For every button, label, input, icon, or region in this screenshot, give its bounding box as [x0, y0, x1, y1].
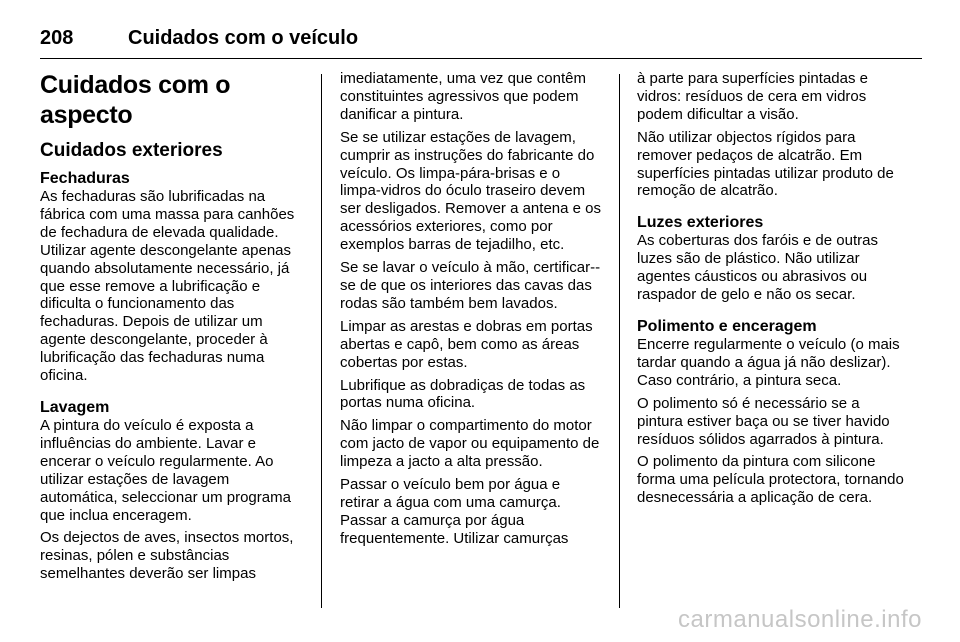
chapter-title: Cuidados com o aspecto [40, 71, 231, 129]
section-title: Cuidados exteriores [40, 140, 223, 161]
polimento-text-2: O polimento só é necessário se a pintura estiver baça ou se tiver havido resíduos sólidos agarrados à pintura. [637, 394, 890, 448]
running-title: Cuidados com o veículo [128, 26, 359, 49]
lavagem-text-1: A pintura do veículo é exposta a influências do ambiente. Lavar e encerar o veículo regularmente. Ao utilizar estações de lavagem automática, seleccionar um programa que inclua enceragem. [40, 416, 291, 524]
col2-paragraph-7: Passar o veículo bem por água e retirar a água com uma camurça. Passar a camurça por água frequentemente. Utilizar camurças [340, 476, 569, 547]
section-lavagem [40, 398, 308, 583]
page-number: 208 [40, 26, 74, 49]
luzes-text: As coberturas dos faróis e de outras luzes são de plástico. Não utilizar agentes cáusticos ou abrasivos ou raspador de gelo e não os secar. [637, 232, 878, 304]
watermark-text: carmanualsonline.info [678, 606, 922, 633]
column-1 [40, 70, 308, 588]
section-polimento [637, 317, 905, 507]
polimento-heading: Polimento e enceragem [637, 317, 817, 335]
lavagem-heading: Lavagem [40, 398, 110, 416]
col2-paragraph-2: Se se utilizar estações de lavagem, cumprir as instruções do fabricante do veículo. Os limpa-pára-brisas e o limpa-vidros do óculo traseiro devem ser desligados. Remover a antena e os acessórios exteriores, como por exemplos barras de tejadilho, etc. [340, 128, 601, 254]
polimento-text-1: Encerre regularmente o veículo (o mais tardar quando a água já não deslizar). Caso contrário, a pintura seca. [637, 335, 900, 389]
fechaduras-text: As fechaduras são lubrificadas na fábrica com uma massa para canhões de fechadura de elevada qualidade. Utilizar agente descongelante apenas quando absolutamente necessário, já que esse remove a lubrificação e dificulta o funcionamento das fechaduras. Depois de utilizar um agente descongelante, proceder à lubrificação das fechaduras numa oficina. [40, 188, 295, 385]
column-divider-1 [321, 74, 322, 608]
column-2 [340, 70, 602, 553]
section-fechaduras [40, 169, 308, 385]
col3-paragraph-1: à parte para superfícies pintadas e vidros: resíduos de cera em vidros podem dificultar a visão. [637, 70, 868, 123]
section-luzes [637, 213, 905, 304]
col3-paragraph-2: Não utilizar objectos rígidos para remover pedaços de alcatrão. Em superfícies pintadas utilizar produto de remoção de alcatrão. [637, 128, 894, 200]
col2-paragraph-5: Lubrifique as dobradiças de todas as portas numa oficina. [340, 376, 586, 412]
col2-paragraph-1: imediatamente, uma vez que contêm constituintes agressivos que podem danificar a pintura. [340, 70, 586, 123]
col2-paragraph-4: Limpar as arestas e dobras em portas abertas e capô, bem como as áreas cobertas por estas. [340, 317, 593, 371]
column-3 [637, 70, 905, 512]
col2-paragraph-3: Se se lavar o veículo à mão, certificar--se de que os interiores das cavas das rodas são também bem lavados. [340, 259, 601, 312]
lavagem-text-2: Os dejectos de aves, insectos mortos, resinas, pólen e substâncias semelhantes deverão ser limpas [40, 529, 294, 583]
polimento-text-3: O polimento da pintura com silicone forma uma película protectora, tornando desnecessária a aplicação de cera. [637, 453, 904, 507]
fechaduras-heading: Fechaduras [40, 170, 130, 187]
header-rule [40, 58, 922, 59]
page-header [40, 18, 358, 58]
col2-paragraph-6: Não limpar o compartimento do motor com jacto de vapor ou equipamento de limpeza a jacto a alta pressão. [340, 417, 600, 471]
column-divider-2 [619, 74, 620, 608]
luzes-heading: Luzes exteriores [637, 214, 764, 232]
